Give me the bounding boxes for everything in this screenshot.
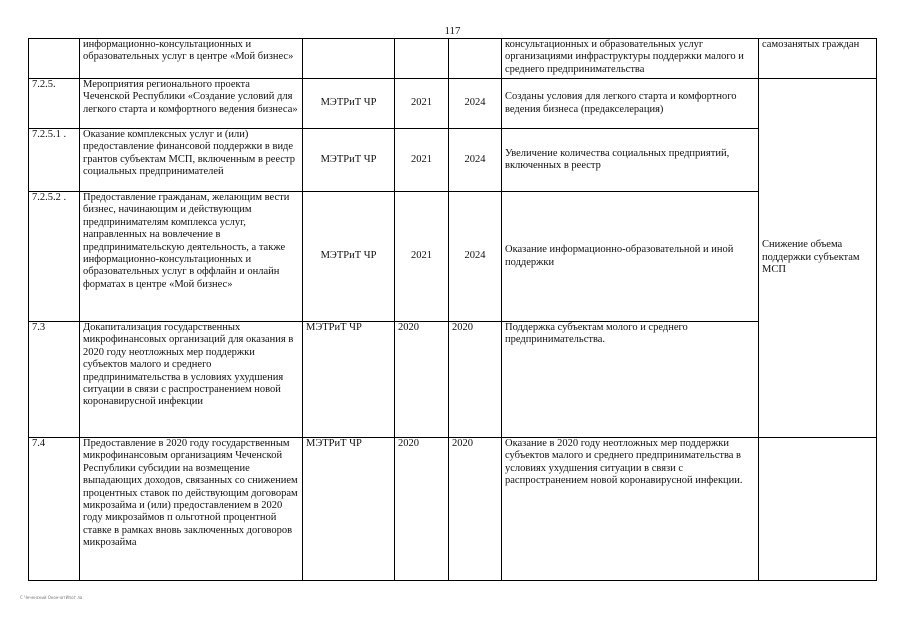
start-year: 2021 bbox=[395, 192, 449, 322]
executor: МЭТРиТ ЧР bbox=[303, 322, 395, 438]
end-year: 2024 bbox=[449, 129, 502, 192]
measure-name: Предоставление гражданам, желающим вести бизнес, начинающим и действующим предпринимателям комплекса услуг, направленных на вовлечение в предпринимательскую деятельность, а также информационно-консультационных и образовательных услуг в оффлайн и онлайн форматах в центре «Мой бизнес» bbox=[80, 192, 303, 322]
program-table bbox=[28, 38, 877, 581]
expected-result: Увеличение количества социальных предприятий, включенных в реестр bbox=[502, 129, 759, 192]
measure-name: Предоставление в 2020 году государственным микрофинансовым организациям Чеченской Республики субсидии на возмещение выпадающих доходов, связанных со снижением процентных ставок по действующим договорам микрозайма и (или) предоставлением в 2020 году микрозаймов п ольготной процентной ставке в рамках вновь заключенных договоров микрозайма bbox=[80, 438, 303, 581]
table-row bbox=[29, 39, 877, 79]
row-number: 7.2.5. bbox=[29, 79, 80, 129]
row-number bbox=[29, 39, 80, 79]
end-year bbox=[449, 39, 502, 79]
expected-result: Созданы условия для легкого старта и комфортного ведения бизнеса (предакселерация) bbox=[502, 79, 759, 129]
indicator-empty bbox=[759, 438, 877, 581]
executor: МЭТРиТ ЧР bbox=[303, 438, 395, 581]
table-row bbox=[29, 129, 877, 192]
start-year: 2021 bbox=[395, 129, 449, 192]
row-number: 7.2.5.2 . bbox=[29, 192, 80, 322]
measure-name: Оказание комплексных услуг и (или) предоставление финансовой поддержки в виде грантов субъектам МСП, включенным в реестр социальных предпринимателей bbox=[80, 129, 303, 192]
indicator-group: Снижение объема поддержки субъектам МСП bbox=[759, 79, 877, 438]
start-year: 2021 bbox=[395, 79, 449, 129]
executor: МЭТРиТ ЧР bbox=[303, 129, 395, 192]
expected-result: консультационных и образовательных услуг организациями инфраструктуры поддержки малого и среднего предпринимательства bbox=[502, 39, 759, 79]
table-row bbox=[29, 79, 877, 129]
measure-name: Докапитализация государственных микрофинансовых организаций для оказания в 2020 году неотложных мер поддержки субъектов малого и среднего предпринимательства в условиях ухудшения ситуации в связи с распространением новой коронавирусной инфекции bbox=[80, 322, 303, 438]
table-row bbox=[29, 192, 877, 322]
end-year: 2020 bbox=[449, 322, 502, 438]
start-year: 2020 bbox=[395, 322, 449, 438]
table-row bbox=[29, 438, 877, 581]
page-number: 117 bbox=[444, 25, 461, 37]
row-number: 7.4 bbox=[29, 438, 80, 581]
executor: МЭТРиТ ЧР bbox=[303, 192, 395, 322]
start-year: 2020 bbox=[395, 438, 449, 581]
indicator-first: самозанятых граждан bbox=[759, 39, 877, 79]
start-year bbox=[395, 39, 449, 79]
row-number: 7.2.5.1 . bbox=[29, 129, 80, 192]
expected-result: Оказание информационно-образовательной и иной поддержки bbox=[502, 192, 759, 322]
table-row bbox=[29, 322, 877, 438]
footer-text: С Чеченский ОкончатИпот ла bbox=[20, 595, 83, 600]
row-number: 7.3 bbox=[29, 322, 80, 438]
measure-name: информационно-консультационных и образовательных услуг в центре «Мой бизнес» bbox=[80, 39, 303, 79]
executor: МЭТРиТ ЧР bbox=[303, 79, 395, 129]
expected-result: Поддержка субъектам молого и среднего предпринимательства. bbox=[502, 322, 759, 438]
end-year: 2020 bbox=[449, 438, 502, 581]
end-year: 2024 bbox=[449, 192, 502, 322]
executor bbox=[303, 39, 395, 79]
end-year: 2024 bbox=[449, 79, 502, 129]
measure-name: Мероприятия регионального проекта Чеченской Республики «Создание условий для легкого старта и комфортного ведения бизнеса» bbox=[80, 79, 303, 129]
expected-result: Оказание в 2020 году неотложных мер поддержки субъектов малого и среднего предпринимательства в условиях ухудшения ситуации в связи с распространением новой коронавирусной инфекции. bbox=[502, 438, 759, 581]
